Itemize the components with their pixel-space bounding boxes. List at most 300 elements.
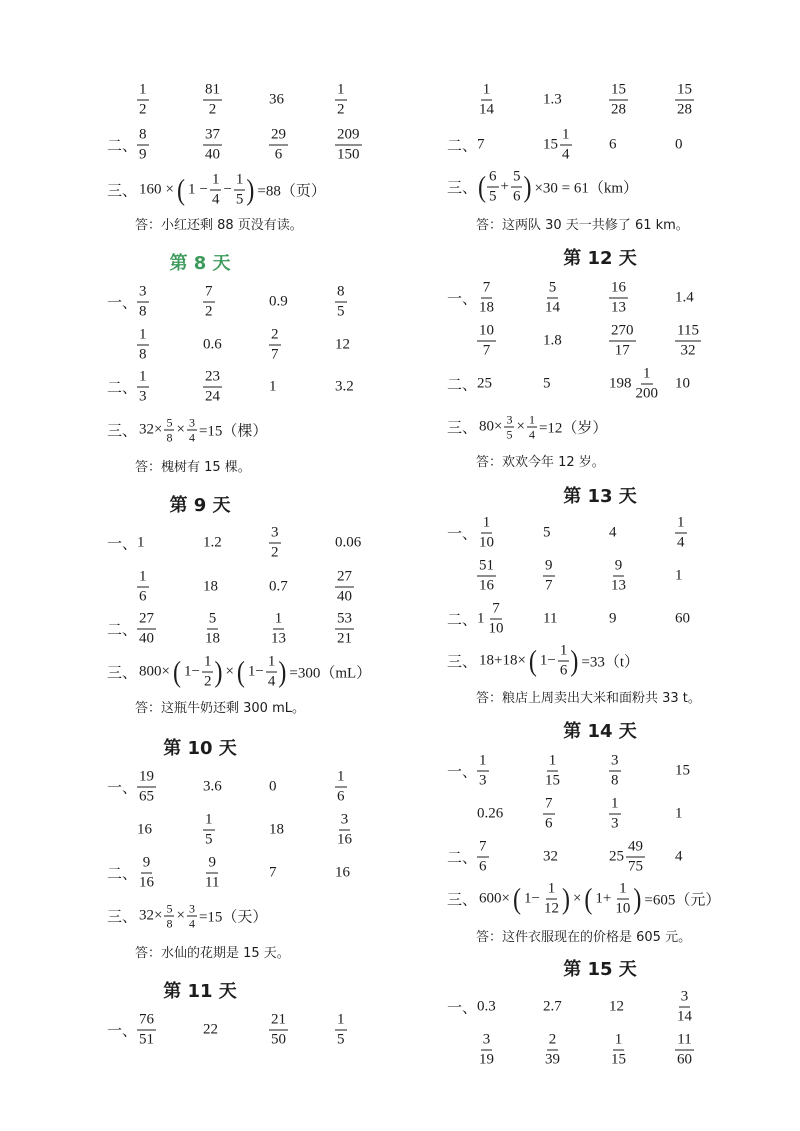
fraction bbox=[543, 1033, 562, 1068]
equation-term: =33（t） bbox=[581, 654, 640, 671]
top-row-a bbox=[0, 75, 400, 125]
answer-item bbox=[137, 570, 149, 605]
denominator: 10 bbox=[615, 900, 631, 917]
numerator: 27 bbox=[137, 612, 156, 630]
numerator: 1 bbox=[202, 655, 214, 673]
parenthesis: ( bbox=[584, 882, 593, 916]
numerator: 2 bbox=[269, 328, 281, 346]
answer-item: 22 bbox=[203, 1021, 218, 1038]
fraction bbox=[203, 128, 222, 163]
answer-text: 答：这瓶牛奶还剩 300 mL。 bbox=[135, 701, 305, 716]
denominator: 8 bbox=[166, 916, 173, 931]
fraction bbox=[609, 754, 621, 789]
fraction bbox=[202, 655, 214, 690]
fraction bbox=[203, 813, 215, 848]
denominator: 2 bbox=[208, 101, 217, 118]
numerator: 51 bbox=[477, 559, 496, 577]
fraction bbox=[137, 370, 149, 405]
denominator: 5 bbox=[489, 188, 497, 205]
numerator: 1 bbox=[137, 570, 149, 588]
parenthesis: ) bbox=[246, 173, 255, 207]
denominator: 3 bbox=[611, 815, 619, 832]
answer-item: 15 bbox=[675, 762, 690, 779]
answer-item bbox=[137, 856, 156, 891]
answer-item: 4 bbox=[609, 524, 617, 541]
numerator: 9 bbox=[543, 559, 555, 577]
answer-item: 1 bbox=[675, 567, 683, 584]
denominator: 21 bbox=[337, 630, 352, 647]
equation-term: × bbox=[176, 421, 185, 438]
answer-item: 1.8 bbox=[543, 332, 562, 349]
fraction bbox=[477, 281, 496, 316]
fraction bbox=[210, 173, 222, 208]
fraction bbox=[487, 170, 499, 205]
answer-item bbox=[609, 324, 636, 359]
denominator: 32 bbox=[680, 342, 696, 359]
equation-term: 80× bbox=[479, 418, 503, 435]
fraction bbox=[335, 285, 347, 320]
section-label: 三、 bbox=[107, 183, 138, 200]
numerator: 1 bbox=[477, 754, 489, 772]
numerator: 9 bbox=[206, 856, 218, 874]
answer-item: 9 bbox=[609, 610, 617, 627]
parenthesis: ) bbox=[278, 655, 287, 689]
denominator: 3 bbox=[139, 388, 147, 405]
denominator: 2 bbox=[139, 101, 147, 118]
fraction bbox=[335, 1013, 347, 1048]
answer-item bbox=[335, 285, 347, 320]
numerator: 1 bbox=[273, 612, 285, 630]
fraction bbox=[137, 128, 149, 163]
numerator: 1 bbox=[613, 1033, 625, 1051]
denominator: 40 bbox=[139, 630, 154, 647]
answer-item: 12 bbox=[335, 336, 350, 353]
numerator: 7 bbox=[543, 797, 555, 815]
section-label: 三、 bbox=[107, 909, 138, 926]
answer-item bbox=[137, 612, 156, 647]
answer-item: 0.7 bbox=[269, 578, 288, 595]
equation-term: 32× bbox=[139, 907, 163, 924]
answer-item bbox=[609, 1033, 628, 1068]
equation-term: =605（元） bbox=[644, 892, 721, 909]
fraction bbox=[335, 770, 347, 805]
fraction bbox=[137, 612, 156, 647]
answer-item bbox=[269, 328, 281, 363]
numerator: 3 bbox=[481, 1033, 493, 1051]
answer-item: 7 bbox=[269, 864, 277, 881]
denominator: 7 bbox=[482, 342, 491, 359]
fraction bbox=[234, 173, 246, 208]
fraction bbox=[266, 655, 278, 690]
equation-term: × bbox=[572, 890, 582, 907]
answer-item bbox=[543, 1033, 562, 1068]
section-label: 二、 bbox=[447, 850, 478, 867]
fraction bbox=[269, 328, 281, 363]
day-title: 第 9 天 bbox=[169, 495, 231, 516]
fraction bbox=[543, 797, 555, 832]
denominator: 2 bbox=[271, 544, 279, 561]
fraction bbox=[477, 1033, 496, 1068]
answer-item bbox=[203, 128, 222, 163]
equation bbox=[137, 173, 328, 208]
answer-item bbox=[137, 83, 149, 118]
denominator: 16 bbox=[337, 831, 352, 848]
fraction bbox=[137, 770, 156, 805]
fraction bbox=[609, 83, 628, 118]
equation bbox=[477, 170, 640, 205]
denominator: 2 bbox=[203, 673, 212, 690]
denominator: 28 bbox=[611, 101, 626, 118]
denominator: 4 bbox=[528, 427, 535, 442]
section-label: 二、 bbox=[107, 622, 138, 639]
fraction bbox=[477, 840, 489, 875]
answer-item bbox=[609, 840, 645, 875]
fraction bbox=[137, 1013, 156, 1048]
denominator: 15 bbox=[545, 772, 560, 789]
whole-number: 15 bbox=[543, 136, 558, 153]
numerator: 15 bbox=[675, 83, 694, 101]
denominator: 4 bbox=[267, 673, 276, 690]
answer-item: 0.26 bbox=[477, 805, 504, 822]
numerator: 1 bbox=[481, 516, 493, 534]
denominator: 10 bbox=[479, 534, 494, 551]
fraction bbox=[511, 170, 523, 205]
denominator: 17 bbox=[614, 342, 630, 359]
fraction bbox=[477, 754, 489, 789]
numerator: 1 bbox=[266, 655, 278, 673]
answer-item bbox=[609, 559, 628, 594]
fraction bbox=[558, 644, 570, 679]
fraction bbox=[203, 285, 215, 320]
answer-item: 4 bbox=[675, 848, 683, 865]
numerator: 23 bbox=[203, 370, 222, 388]
numerator: 2 bbox=[547, 1033, 559, 1051]
denominator: 6 bbox=[479, 858, 487, 875]
denominator: 6 bbox=[139, 588, 147, 605]
answer-item: 25 bbox=[477, 375, 492, 392]
parenthesis: ) bbox=[523, 170, 532, 204]
denominator: 14 bbox=[545, 299, 560, 316]
fraction bbox=[609, 281, 628, 316]
equation bbox=[137, 903, 269, 930]
whole-number: 1 bbox=[477, 610, 485, 627]
answer-item bbox=[203, 856, 221, 891]
answer-item: 6 bbox=[609, 136, 617, 153]
numerator: 7 bbox=[477, 840, 489, 858]
day12-equation bbox=[400, 402, 800, 452]
fraction bbox=[560, 128, 572, 163]
denominator: 28 bbox=[677, 101, 692, 118]
fraction bbox=[137, 285, 149, 320]
answer-item bbox=[335, 570, 354, 605]
numerator: 1 bbox=[560, 128, 572, 146]
numerator: 1 bbox=[617, 882, 629, 900]
fraction bbox=[187, 903, 197, 930]
fraction bbox=[626, 840, 645, 875]
denominator: 4 bbox=[211, 191, 220, 208]
section-label: 一、 bbox=[107, 536, 138, 553]
answer-item: 1 bbox=[675, 805, 683, 822]
denominator: 5 bbox=[506, 427, 513, 442]
answer-item bbox=[477, 516, 496, 551]
numerator: 3 bbox=[339, 813, 351, 831]
parenthesis: ( bbox=[478, 170, 486, 204]
top-equation bbox=[0, 165, 400, 215]
fraction bbox=[137, 570, 149, 605]
denominator: 2 bbox=[337, 101, 345, 118]
numerator: 5 bbox=[166, 415, 173, 430]
numerator: 5 bbox=[511, 170, 523, 188]
answer-item: 0 bbox=[675, 136, 683, 153]
fraction bbox=[543, 559, 555, 594]
denominator: 19 bbox=[479, 1051, 494, 1068]
numerator: 81 bbox=[203, 83, 222, 101]
numerator: 1 bbox=[137, 328, 149, 346]
day9-equation bbox=[0, 647, 400, 697]
denominator: 200 bbox=[635, 385, 658, 402]
numerator: 1 bbox=[558, 644, 570, 662]
fraction bbox=[477, 324, 496, 359]
numerator: 1 bbox=[137, 370, 149, 388]
numerator: 16 bbox=[609, 281, 628, 299]
parenthesis: ( bbox=[172, 655, 181, 689]
parenthesis: ) bbox=[214, 655, 223, 689]
denominator: 5 bbox=[205, 831, 213, 848]
answer-item: 12 bbox=[609, 998, 624, 1015]
answer-item: 0.3 bbox=[477, 998, 496, 1015]
denominator: 6 bbox=[512, 188, 521, 205]
fraction bbox=[675, 990, 694, 1025]
numerator: 1 bbox=[481, 83, 493, 101]
denominator: 10 bbox=[488, 620, 504, 637]
equation-term: 1− bbox=[247, 663, 264, 680]
day-title: 第 13 天 bbox=[563, 486, 637, 507]
fraction bbox=[137, 856, 156, 891]
denominator: 60 bbox=[677, 1051, 692, 1068]
numerator: 3 bbox=[506, 412, 513, 427]
answer-item bbox=[675, 83, 694, 118]
numerator: 53 bbox=[335, 612, 354, 630]
section-label: 一、 bbox=[447, 764, 478, 781]
fraction bbox=[187, 417, 197, 444]
equation-term: =88（页） bbox=[257, 183, 326, 200]
answer-item: 1 bbox=[137, 534, 145, 551]
numerator: 29 bbox=[269, 128, 288, 146]
equation-term: × bbox=[516, 418, 525, 435]
numerator: 5 bbox=[207, 612, 219, 630]
numerator: 3 bbox=[188, 415, 195, 430]
answer-item bbox=[203, 370, 222, 405]
denominator: 5 bbox=[337, 1031, 345, 1048]
numerator: 5 bbox=[166, 901, 173, 916]
denominator: 12 bbox=[543, 900, 559, 917]
denominator: 39 bbox=[545, 1051, 560, 1068]
numerator: 15 bbox=[609, 83, 628, 101]
fraction bbox=[269, 1013, 288, 1048]
answer-item: 16 bbox=[335, 864, 350, 881]
answer-item bbox=[675, 990, 694, 1025]
answer-item: 36 bbox=[269, 91, 284, 108]
numerator: 7 bbox=[490, 602, 502, 620]
fraction bbox=[675, 83, 694, 118]
denominator: 6 bbox=[337, 788, 345, 805]
section-label: 一、 bbox=[107, 295, 138, 312]
numerator: 1 bbox=[203, 813, 215, 831]
fraction bbox=[609, 1033, 628, 1068]
fraction bbox=[675, 1033, 694, 1068]
answer-item: 0.9 bbox=[269, 293, 288, 310]
answer-item: 18 bbox=[269, 821, 284, 838]
numerator: 3 bbox=[609, 754, 621, 772]
fraction bbox=[477, 83, 496, 118]
answer-item: 10 bbox=[675, 375, 690, 392]
answer-item: 2.7 bbox=[543, 998, 562, 1015]
answer-item bbox=[609, 797, 621, 832]
parenthesis: ( bbox=[528, 644, 537, 678]
equation-term: =300（mL） bbox=[289, 665, 372, 682]
answer-item: 60 bbox=[675, 610, 690, 627]
answer-item bbox=[137, 128, 149, 163]
fraction bbox=[634, 367, 661, 402]
equation-term: =12（岁） bbox=[538, 420, 608, 437]
denominator: 15 bbox=[611, 1051, 626, 1068]
numerator: 11 bbox=[675, 1033, 693, 1051]
equation-term: 800× bbox=[139, 663, 170, 680]
answer-item bbox=[609, 281, 628, 316]
section-label: 三、 bbox=[447, 420, 478, 437]
numerator: 8 bbox=[137, 128, 149, 146]
fraction bbox=[335, 570, 354, 605]
equation-term: − bbox=[199, 181, 208, 198]
denominator: 18 bbox=[479, 299, 494, 316]
equation-term: ×30 = 61（km） bbox=[534, 180, 639, 197]
parenthesis: ( bbox=[176, 173, 185, 207]
numerator: 209 bbox=[335, 128, 362, 146]
numerator: 3 bbox=[188, 901, 195, 916]
denominator: 7 bbox=[271, 346, 279, 363]
day-title: 第 8 天 bbox=[169, 253, 231, 274]
day-title: 第 11 天 bbox=[163, 981, 237, 1002]
denominator: 8 bbox=[611, 772, 619, 789]
numerator: 1 bbox=[335, 83, 347, 101]
answer-item bbox=[335, 83, 347, 118]
fraction bbox=[164, 417, 174, 444]
answer-item bbox=[137, 370, 149, 405]
fraction bbox=[164, 903, 174, 930]
denominator: 11 bbox=[205, 874, 220, 891]
denominator: 4 bbox=[677, 534, 685, 551]
day-title: 第 15 天 bbox=[563, 959, 637, 980]
answer-item bbox=[335, 770, 347, 805]
denominator: 24 bbox=[205, 388, 220, 405]
fraction bbox=[543, 754, 562, 789]
numerator: 3 bbox=[137, 285, 149, 303]
fraction bbox=[335, 813, 354, 848]
answer-item: 3.2 bbox=[335, 378, 354, 395]
equation-term: 1− bbox=[523, 890, 540, 907]
fraction bbox=[269, 612, 288, 647]
fraction bbox=[613, 882, 632, 917]
denominator: 65 bbox=[139, 788, 154, 805]
fraction bbox=[675, 516, 687, 551]
answer-item: 1.4 bbox=[675, 289, 694, 306]
answer-text: 答：欢欢今年 12 岁。 bbox=[476, 455, 605, 470]
answer-text: 答：这件衣服现在的价格是 605 元。 bbox=[476, 930, 692, 945]
fraction bbox=[543, 281, 562, 316]
parenthesis: ) bbox=[561, 882, 570, 916]
fraction bbox=[477, 516, 496, 551]
denominator: 16 bbox=[139, 874, 154, 891]
answer-item bbox=[335, 128, 362, 163]
day-title: 第 10 天 bbox=[163, 738, 237, 759]
numerator: 1 bbox=[609, 797, 621, 815]
equation-term: 1− bbox=[539, 652, 556, 669]
numerator: 7 bbox=[481, 281, 493, 299]
fraction bbox=[487, 602, 506, 637]
answer-item: 5 bbox=[543, 524, 551, 541]
denominator: 9 bbox=[139, 146, 147, 163]
denominator: 4 bbox=[188, 430, 195, 445]
answer-item: 11 bbox=[543, 610, 558, 627]
numerator: 1 bbox=[137, 83, 149, 101]
answer-item: 3.6 bbox=[203, 778, 222, 795]
numerator: 49 bbox=[626, 840, 645, 858]
section-label: 二、 bbox=[447, 138, 478, 155]
parenthesis: ) bbox=[570, 644, 579, 678]
fraction bbox=[269, 128, 288, 163]
parenthesis: ( bbox=[236, 655, 245, 689]
section-label: 一、 bbox=[447, 291, 478, 308]
answer-text: 答：小红还剩 88 页没有读。 bbox=[135, 218, 303, 233]
day11-row1 bbox=[0, 1005, 400, 1055]
numerator: 9 bbox=[141, 856, 153, 874]
answer-text: 答：这两队 30 天一共修了 61 km。 bbox=[476, 218, 689, 233]
answer-item bbox=[137, 1013, 156, 1048]
equation bbox=[137, 655, 373, 690]
numerator: 1 bbox=[528, 412, 535, 427]
equation bbox=[477, 414, 609, 441]
right-column bbox=[400, 0, 800, 1131]
answer-item: 1.2 bbox=[203, 534, 222, 551]
answer-item bbox=[203, 83, 222, 118]
denominator: 13 bbox=[271, 630, 286, 647]
answer-item bbox=[335, 612, 354, 647]
parenthesis: ) bbox=[633, 882, 642, 916]
numerator: 5 bbox=[547, 281, 559, 299]
fraction bbox=[203, 856, 221, 891]
numerator: 19 bbox=[137, 770, 156, 788]
answer-item bbox=[477, 1033, 496, 1068]
numerator: 1 bbox=[675, 516, 687, 534]
fraction bbox=[609, 797, 621, 832]
section-label: 二、 bbox=[447, 377, 478, 394]
denominator: 13 bbox=[611, 299, 626, 316]
numerator: 8 bbox=[335, 285, 347, 303]
answer-item bbox=[543, 281, 562, 316]
equation-term: × bbox=[165, 181, 174, 198]
answer-item bbox=[269, 1013, 288, 1048]
equation-term: × bbox=[225, 663, 234, 680]
answer-item bbox=[477, 83, 496, 118]
fraction bbox=[335, 612, 354, 647]
section-label: 二、 bbox=[447, 612, 478, 629]
equation-term: × bbox=[176, 907, 185, 924]
answer-item bbox=[543, 754, 562, 789]
answer-item bbox=[269, 612, 288, 647]
fraction bbox=[609, 559, 628, 594]
denominator: 14 bbox=[677, 1008, 692, 1025]
fraction bbox=[137, 83, 149, 118]
